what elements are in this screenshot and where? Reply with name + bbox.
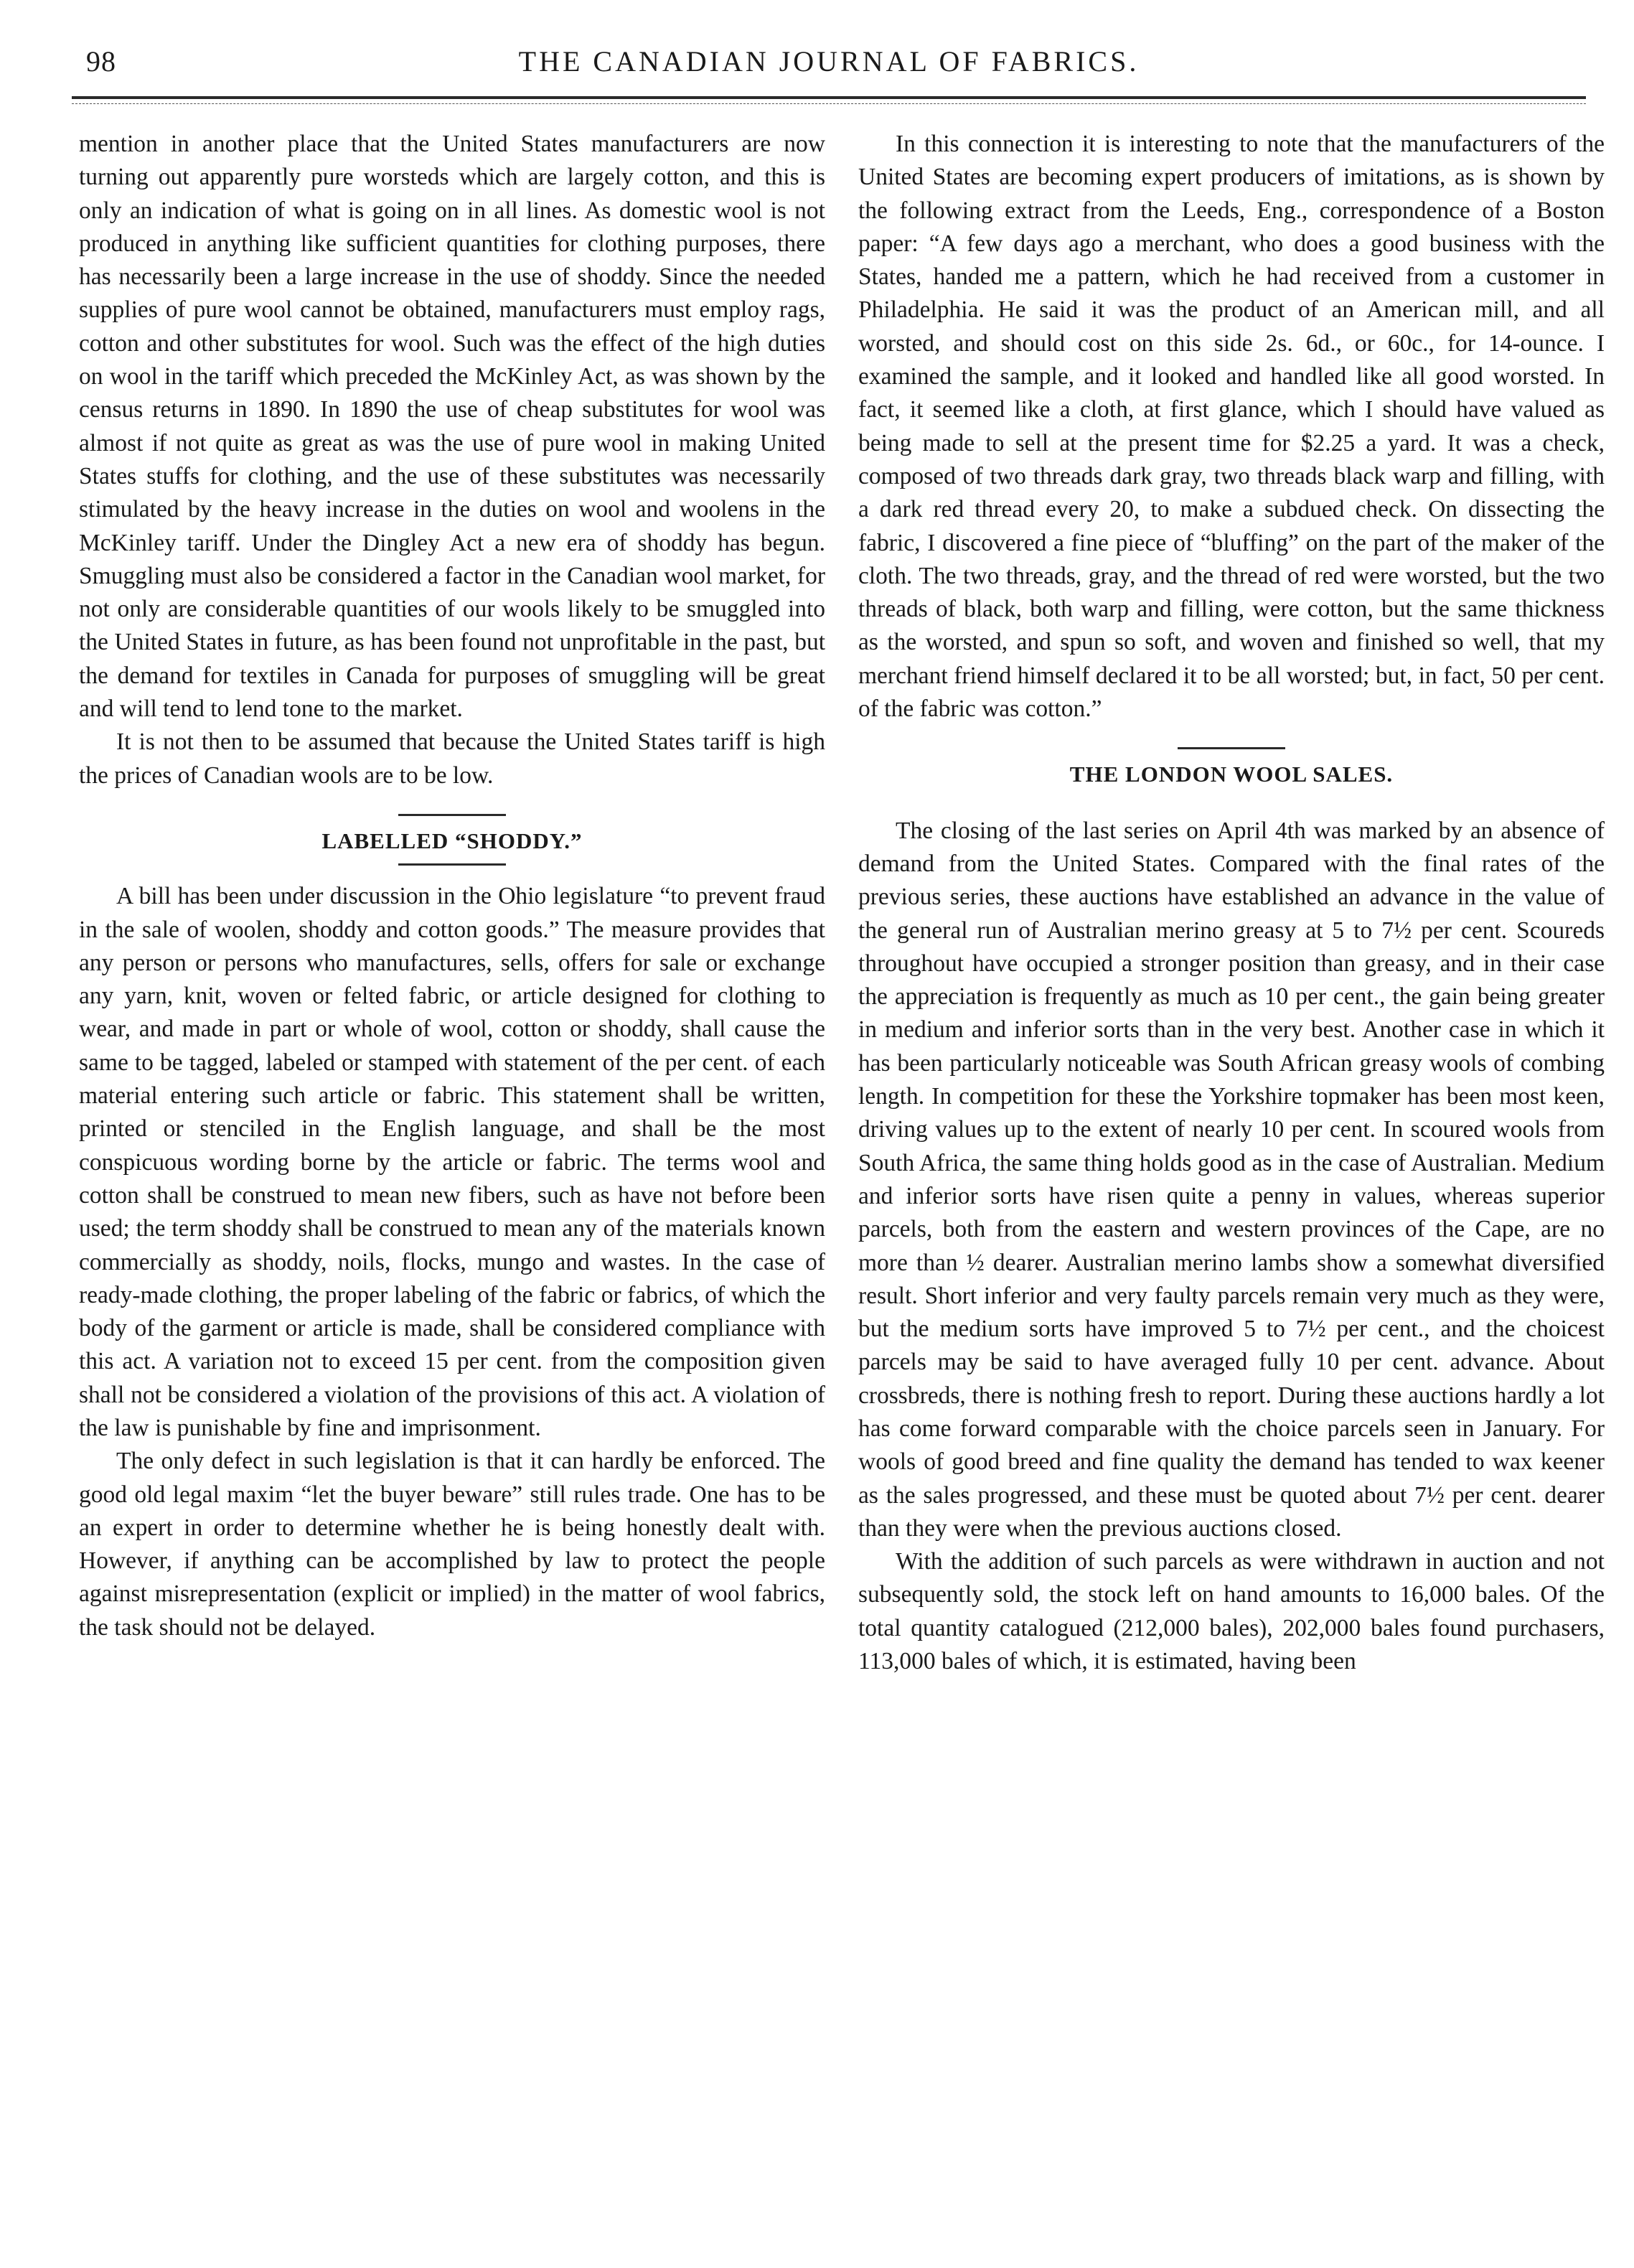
paragraph: mention in another place that the United States manufacturers are now turning out apparently pure worsteds which are largely cotton, and this is only an indication of what is going on in all lines. As domestic wool is not produced in anything like sufficient quantities for clothing purposes, there has necessarily been a large increase in the use of shoddy. Since the needed supplies of pure wool cannot be obtained, manufacturers must employ rags, cotton and other substitutes for wool. Such was the effect of the high duties on wool in the tariff which preceded the McKinley Act, as was shown by the census returns in 1890. In 1890 the use of cheap substitutes for wool was almost if not quite as great as was the use of pure wool in making United States stuffs for clothing, and the use of these substitutes was necessarily stimulated by the heavy increase in the duties on wool and woolens in the McKinley tariff. Under the Dingley Act a new era of shoddy has begun. Smuggling must also be considered a factor in the Canadian wool market, for not only are considerable quantities of our wools likely to be smuggled into the United States in future, as has been found not unprofitable in the past, but the demand for textiles in Canada for purposes of smuggling will be great and will tend to lend tone to the market. — [79, 131, 825, 723]
header-rule — [72, 96, 1586, 99]
section-spacer — [1178, 797, 1285, 800]
paragraph: In this connection it is interesting to note that the manufacturers of the United States are becoming expert producers of imitations, as is shown by the following extract from the Leeds, Eng., correspondence of a Boston paper: “A few days ago a merchant, who does a good business with the States, handed me a pattern, which he had received from a customer in Philadelphia. He said it was the product of an American mill, and all worsted, and should cost on this side 2s. 6d., or 60c., for 14-ounce. I examined the sample, and it looked and handled like all good worsted. In fact, it seemed like a cloth, at first glance, which I should have valued as being made to sell at the present time for $2.25 a yard. It was a check, composed of two threads dark gray, two threads black warp and filling, with a dark red thread every 20, to make a subdued check. On dissecting the fabric, I discovered a fine piece of “bluffing” on the part of the maker of the cloth. The two threads, gray, and the thread of red were worsted, but the two threads of black, both warp and filling, were cotton, but the same thickness as the worsted, and spun so soft, and woven and finished so well, that my merchant friend himself declared it to be all worsted; but, in fact, 50 per cent. of the fabric was cotton.” — [858, 131, 1605, 723]
paragraph: The only defect in such legislation is that it can hardly be enforced. The good old legal maxim “let the buyer beware” still rules trade. One has to be an expert in order to determine whether he is being honestly dealt with. However, if anything can be accomplished by law to protect the people against misrepresentation (explicit or implied) in the matter of wool fabrics, the task should not be delayed. — [79, 1448, 825, 1641]
journal-title: THE CANADIAN JOURNAL OF FABRICS. — [518, 45, 1140, 78]
page-header — [72, 44, 1586, 88]
paragraph: The closing of the last series on April 4th was marked by an absence of demand from the United States. Compared with the final rates of the previous series, these auctions have established an advance in the value of the general run of Australian merino greasy at 5 to 7½ per cent. Scoureds throughout have occupied a stronger position than greasy, and in their case the appreciation is frequently as much as 10 per cent., the gain being greater in medium and inferior sorts than in the very best. Another case in which it has been particularly noticeable was South African greasy wools of combing length. In competition for these the Yorkshire topmaker has been most keen, driving values up to the extent of nearly 10 per cent. In scoured wools from South Africa, the same thing holds good as in the case of Australian. Medium and inferior sorts have risen quite a penny in values, whereas superior parcels, both from the eastern and western provinces of the Cape, are no more than ½ dearer. Australian merino lambs show a somewhat diversified result. Short inferior and very faulty parcels remain very much as they were, but the medium sorts have improved 5 to 7½ per cent., and the choicest parcels may be said to have averaged fully 10 per cent. advance. About crossbreds, there is nothing fresh to report. During these auctions hardly a lot has come forward comparable with the choice parcels seen in January. For wools of good breed and fine quality the demand has tended to wax keener as the sales progressed, and these must be quoted about 7½ per cent. dearer than they were when the previous auctions closed. — [858, 817, 1605, 1542]
right-column — [858, 128, 1605, 1678]
page-number: 98 — [86, 45, 116, 78]
section-rule — [1178, 747, 1285, 749]
header-rule-dashed — [72, 103, 1586, 104]
left-column — [79, 128, 825, 1644]
section-rule — [398, 814, 506, 816]
paragraph: It is not then to be assumed that because the United States tariff is high the prices of Canadian wools are to be low. — [79, 728, 825, 789]
section-title-labelled-shoddy: LABELLED “SHODDY.” — [321, 828, 583, 853]
paragraph: A bill has been under discussion in the Ohio legislature “to prevent fraud in the sale of woolen, shoddy and cotton goods.” The measure provides that any person or persons who manufactures, sells, offers for sale or exchange any yarn, knit, woven or felted fabric, or article designed for clothing to wear, and made in part or whole of wool, cotton or shoddy, shall cause the same to be tagged, labeled or stamped with statement of the per cent. of each material entering such article or fabric. This statement shall be written, printed or stenciled in the English language, and shall be the most conspicuous wording borne by the article or fabric. The terms wool and cotton shall be construed to mean new fibers, such as have not before been used; the term shoddy shall be construed to mean any of the materials known commercially as shoddy, noils, flocks, mungo and wastes. In the case of ready-made clothing, the proper labeling of the fabric or fabrics, of which the body of the garment or article is made, shall be considered compliance with this act. A variation not to exceed 15 per cent. from the composition given shall not be considered a violation of the provisions of this act. A violation of the law is punishable by fine and imprisonment. — [79, 883, 825, 1441]
section-title-london-wool-sales: THE LONDON WOOL SALES. — [1069, 762, 1394, 787]
paragraph: With the addition of such parcels as were withdrawn in auction and not subsequently sold, the stock left on hand amounts to 16,000 bales. Of the total quantity catalogued (212,000 bales), 202,000 bales found purchasers, 113,000 bales of which, it is estimated, having been — [858, 1548, 1605, 1675]
section-rule — [398, 863, 506, 866]
